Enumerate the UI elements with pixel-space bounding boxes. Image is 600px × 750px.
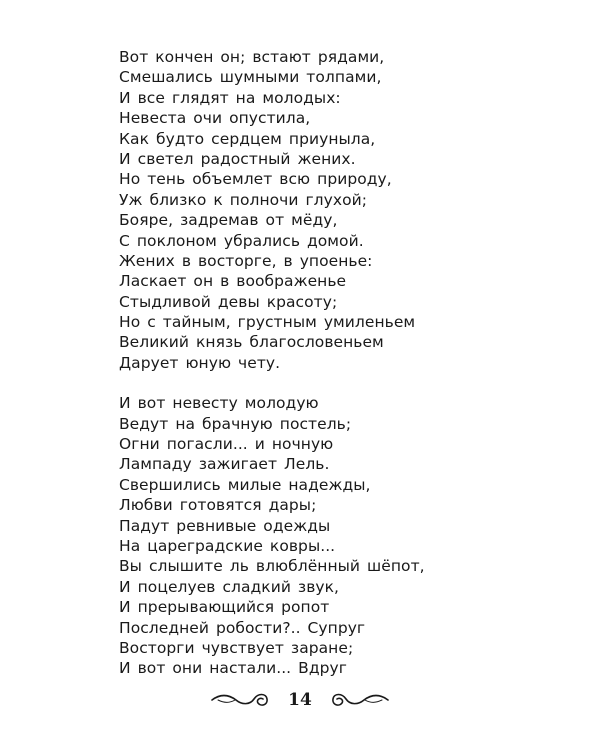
poem-line: Ласкает он в воображенье bbox=[119, 272, 347, 291]
poem-line: Любви готовятся дары; bbox=[119, 496, 317, 515]
poem-text bbox=[119, 47, 559, 679]
poem-line: Восторги чувствует заране; bbox=[119, 638, 354, 657]
poem-line: На цареградские ковры... bbox=[119, 536, 336, 555]
page-footer bbox=[0, 680, 600, 720]
poem-line: Невеста очи опустила, bbox=[119, 109, 311, 128]
poem-line: Огни погасли... и ночную bbox=[119, 435, 334, 454]
poem-line: Уж близко к полночи глухой; bbox=[119, 190, 368, 209]
poem-line: Но тень объемлет всю природу, bbox=[119, 170, 392, 189]
poem-line: Последней робости?.. Супруг bbox=[119, 618, 366, 637]
poem-line: Лампаду зажигает Лель. bbox=[119, 455, 330, 474]
poem-line: И прерывающийся ропот bbox=[119, 598, 330, 617]
stanza-1 bbox=[119, 47, 559, 373]
poem-line: И вот невесту молодую bbox=[119, 394, 319, 413]
poem-line: Дарует юную чету. bbox=[119, 353, 281, 372]
poem-line: Падут ревнивые одежды bbox=[119, 516, 331, 535]
poem-line: Смешались шумными толпами, bbox=[119, 68, 382, 87]
poem-line: И поцелуев сладкий звук, bbox=[119, 577, 340, 596]
page-number: 14 bbox=[288, 690, 312, 710]
poem-line: С поклоном убрались домой. bbox=[119, 231, 364, 250]
poem-line: Великий князь благословеньем bbox=[119, 333, 384, 352]
poem-line: Бояре, задремав от мёду, bbox=[119, 211, 338, 230]
flourish-right-icon bbox=[330, 687, 390, 713]
poem-line: Ведут на брачную постель; bbox=[119, 414, 352, 433]
poem-line: Жених в восторге, в упоенье: bbox=[119, 251, 373, 270]
stanza-2 bbox=[119, 393, 559, 678]
poem-line: Вы слышите ль влюблённый шёпот, bbox=[119, 557, 425, 576]
poem-line: И светел радостный жених. bbox=[119, 149, 356, 168]
flourish-left-icon bbox=[210, 687, 270, 713]
poem-line: Стыдливой девы красоту; bbox=[119, 292, 338, 311]
poem-line: Как будто сердцем приуныла, bbox=[119, 129, 376, 148]
poem-line: Вот кончен он; встают рядами, bbox=[119, 48, 385, 66]
poem-line: И вот они настали... Вдруг bbox=[119, 659, 347, 678]
poem-line: Свершились милые надежды, bbox=[119, 475, 371, 494]
poem-line: Но с тайным, грустным умиленьем bbox=[119, 313, 416, 332]
poem-line: И все глядят на молодых: bbox=[119, 88, 341, 107]
